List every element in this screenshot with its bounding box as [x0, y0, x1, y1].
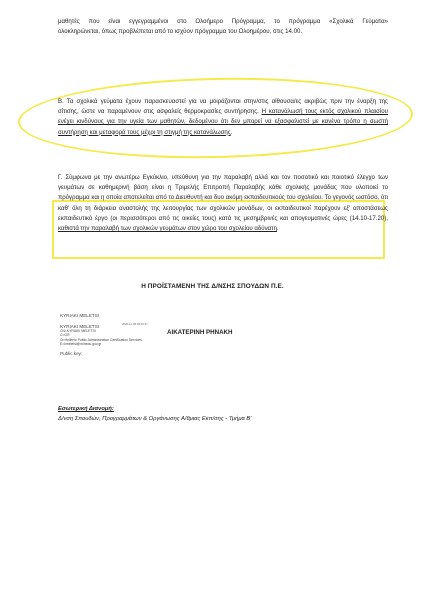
paragraph-g-text: Γ. Σύμφωνα με την ανωτέρω Εγκύκλιο, υπεύθυνη για την παραλαβή αλλά και τον ποσοτικό και ποιοτικό έλεγχο των γευμάτων σε καθημερινή βάση είναι η Τριμελής Επιτροπή Παραλαβής κάθε σχολικής μονάδας που υλοποιεί το πρόγραμμα και η οποία αποτελείται από το Διευθυντή και δυο ακόμη εκπαιδευτικούς του σχολείου. Το γεγονός ωστόσο, ότι καθ' όλη τη διάρκεια αναστολής της λειτουργίας των σχολικών μονάδων, οι εκπαιδευτικοί παρέχουν εξ' αποστάσεως εκπαιδευτικό έργο (οι περισσότεροι από τις οικείες τους) κατά τις μεσημβρινές και απογευματινές ώρες (14.10-17.20), [58, 174, 388, 222]
paragraph-g-underlined: καθιστά την παραλαβή των σχολικών γευμάτων στον χώρο του σχολείου αδύνατη [58, 225, 277, 233]
distribution-line: Δ/νση Σπουδών, Προγραμμάτων & Οργάνωσης Α/θμιας Εκπ/σης - Τμήμα Β' [58, 416, 252, 422]
signature-line: C=GR [60, 333, 70, 338]
paragraph-g [58, 173, 388, 234]
intro-line-2: ολοκληρώνεται, όπως προβλέπεται από το ισχύον πρόγραμμα του Ολοημέρου, στις 14.00. [58, 28, 303, 36]
signature-date: 2020.12.08 08:49:37 [122, 322, 148, 326]
paragraph-b-underlined: Η κατανάλωσή τους εκτός σχολικού πλαισίου ενέχει κινδύνους για την υγεία των μαθητών, δεδομένου ότι δεν μπορεί να εξασφαλιστεί με κανένα τρόπο η σωστή συντήρηση και μεταφορά τους μέχρι τη στιγμή της κατανάλωσης [58, 108, 388, 136]
signatory-heading: Η ΠΡΟΪΣΤΑΜΕΝΗ ΤΗΣ Δ/ΝΣΗΣ ΣΠΟΥΔΩΝ Π.Ε. [141, 283, 284, 290]
paragraph-g-end: . [276, 225, 279, 233]
paragraph-b-end: . [230, 128, 233, 136]
signature-name: KYRIAKI MELETSI [60, 324, 100, 329]
digital-signature-block [60, 325, 142, 346]
distribution-title: Εσωτερική Διανομή: [58, 406, 114, 412]
signature-line: CN=KYRIAKI MELETSI [60, 329, 96, 334]
chief-name: ΑΙΚΑΤΕΡΙΝΗ ΡΗΝΑΚΗ [167, 329, 233, 336]
public-key-label: Public key: [60, 351, 83, 356]
intro-line-1: μαθητές που είναι εγγεγραμμένοι στο Ολοήμερο Πρόγραμμα, το πρόγραμμα «Σχολικά Γεύματα» [58, 18, 388, 25]
signature-line: O=Hellenic Public Administration Certification Services [60, 337, 142, 342]
intro-paragraph [58, 17, 388, 37]
signature-name-top: KYRIAKI MELETSI [60, 313, 100, 318]
paragraph-b-text: Β. Τα σχολικά γεύματα έχουν παρασκευαστεί για να μοιράζονται στην/στις αίθουσα/ες ακριβώς πριν την έναρξη της σίτισης, ώστε να παραμένουν στις ασφαλείς θερμοκρασίες συντήρησης. [58, 98, 388, 116]
paragraph-b [58, 97, 388, 138]
signature-line: E=kmeletsi@minedu.gov.gr [60, 341, 102, 346]
